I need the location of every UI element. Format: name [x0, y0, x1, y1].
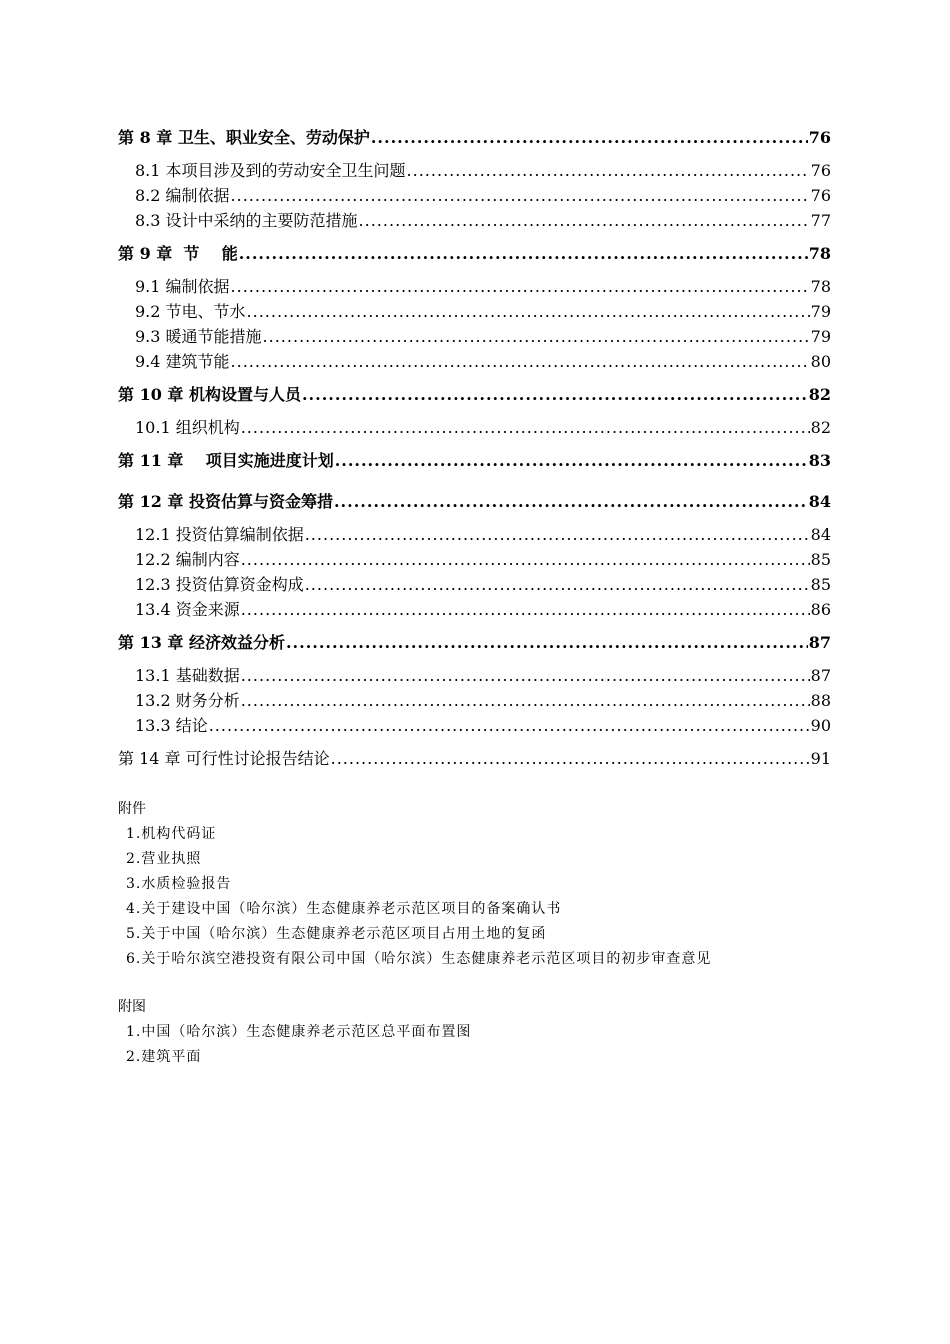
attachment-item: 1.机构代码证	[126, 826, 217, 842]
toc-page: 78	[808, 244, 831, 263]
leader-dots	[241, 688, 810, 713]
toc-page: 87	[810, 666, 831, 685]
toc-label: 第 13 章 经济效益分析	[118, 633, 285, 652]
toc-entry-ch8[interactable]	[118, 123, 831, 152]
attachment-item: 2.营业执照	[126, 851, 202, 867]
toc-entry-ch9[interactable]	[118, 239, 831, 268]
toc-label: 第 9 章 节 能	[118, 244, 238, 263]
leader-dots	[286, 628, 808, 657]
toc-entry-12-3[interactable]	[118, 572, 831, 597]
toc-entry-10-1[interactable]	[118, 415, 831, 440]
toc-label: 第 12 章 投资估算与资金筹措	[118, 492, 333, 511]
toc-entry-9-1[interactable]	[118, 274, 831, 299]
toc-label: 9.4 建筑节能	[135, 352, 230, 371]
toc-entry-8-1[interactable]	[118, 158, 831, 183]
toc-page: 84	[808, 492, 831, 511]
toc-page: 79	[810, 302, 831, 321]
leader-dots	[239, 239, 808, 268]
toc-page: 86	[810, 600, 831, 619]
toc-label: 第 14 章 可行性讨论报告结论	[118, 749, 330, 768]
toc-page: 85	[810, 550, 831, 569]
leader-dots	[407, 158, 810, 183]
toc-page: 91	[810, 749, 831, 768]
toc-label: 13.1 基础数据	[135, 666, 240, 685]
toc-page: 85	[810, 575, 831, 594]
leader-dots	[334, 487, 808, 516]
leader-dots	[241, 597, 810, 622]
toc-entry-13-3[interactable]	[118, 713, 831, 738]
attachment-item: 5.关于中国（哈尔滨）生态健康养老示范区项目占用土地的复函	[126, 926, 547, 942]
toc-page: 77	[810, 211, 831, 230]
toc-label: 9.3 暖通节能措施	[135, 327, 262, 346]
leader-dots	[241, 547, 810, 572]
attachments-title: 附件	[118, 801, 146, 817]
toc-label: 10.1 组织机构	[135, 418, 240, 437]
toc-page: 87	[808, 633, 831, 652]
toc-entry-ch12[interactable]	[118, 487, 831, 516]
toc-page: 82	[808, 385, 831, 404]
toc-entry-ch13[interactable]	[118, 628, 831, 657]
figures-title: 附图	[118, 999, 146, 1015]
toc-page: 76	[808, 128, 831, 147]
figures-list	[118, 995, 471, 1070]
toc-label: 13.4 资金来源	[135, 600, 240, 619]
leader-dots	[359, 208, 810, 233]
toc-page: 79	[810, 327, 831, 346]
attachment-item: 4.关于建设中国（哈尔滨）生态健康养老示范区项目的备案确认书	[126, 901, 562, 917]
toc-entry-13-1[interactable]	[118, 663, 831, 688]
toc-entry-9-3[interactable]	[118, 324, 831, 349]
toc-label: 13.2 财务分析	[135, 691, 240, 710]
leader-dots	[263, 324, 810, 349]
toc-entry-12-2[interactable]	[118, 547, 831, 572]
toc-entry-13-2[interactable]	[118, 688, 831, 713]
toc-label: 8.1 本项目涉及到的劳动安全卫生问题	[135, 161, 406, 180]
toc-label: 12.2 编制内容	[135, 550, 240, 569]
toc-label: 12.1 投资估算编制依据	[135, 525, 304, 544]
leader-dots	[231, 183, 810, 208]
toc-entry-13-4[interactable]	[118, 597, 831, 622]
toc-page: 82	[810, 418, 831, 437]
leader-dots	[371, 123, 808, 152]
leader-dots	[331, 744, 810, 773]
leader-dots	[231, 349, 810, 374]
toc-page: 76	[810, 186, 831, 205]
attachment-item: 6.关于哈尔滨空港投资有限公司中国（哈尔滨）生态健康养老示范区项目的初步审查意见	[126, 951, 712, 967]
toc-label: 13.3 结论	[135, 716, 208, 735]
table-of-contents	[118, 123, 831, 773]
attachments-list	[118, 797, 711, 972]
toc-entry-ch14[interactable]	[118, 744, 831, 773]
toc-label: 12.3 投资估算资金构成	[135, 575, 304, 594]
toc-entry-12-1[interactable]	[118, 522, 831, 547]
toc-entry-ch10[interactable]	[118, 380, 831, 409]
toc-page: 90	[810, 716, 831, 735]
toc-page: 88	[810, 691, 831, 710]
toc-page: 83	[808, 451, 831, 470]
leader-dots	[302, 380, 808, 409]
toc-label: 9.1 编制依据	[135, 277, 230, 296]
toc-label: 9.2 节电、节水	[135, 302, 246, 321]
figure-item: 1.中国（哈尔滨）生态健康养老示范区总平面布置图	[126, 1024, 472, 1040]
toc-page: 78	[810, 277, 831, 296]
toc-entry-9-2[interactable]	[118, 299, 831, 324]
toc-page: 80	[810, 352, 831, 371]
toc-label: 8.3 设计中采纳的主要防范措施	[135, 211, 358, 230]
toc-label: 第 8 章 卫生、职业安全、劳动保护	[118, 128, 370, 147]
leader-dots	[305, 572, 810, 597]
toc-label: 第 11 章 项目实施进度计划	[118, 451, 334, 470]
leader-dots	[241, 663, 810, 688]
figure-item: 2.建筑平面	[126, 1049, 202, 1065]
toc-label: 第 10 章 机构设置与人员	[118, 385, 301, 404]
toc-entry-8-2[interactable]	[118, 183, 831, 208]
toc-label: 8.2 编制依据	[135, 186, 230, 205]
toc-entry-8-3[interactable]	[118, 208, 831, 233]
leader-dots	[247, 299, 810, 324]
leader-dots	[305, 522, 810, 547]
toc-page: 76	[810, 161, 831, 180]
leader-dots	[231, 274, 810, 299]
leader-dots	[241, 415, 810, 440]
leader-dots	[209, 713, 810, 738]
attachment-item: 3.水质检验报告	[126, 876, 232, 892]
toc-page: 84	[810, 525, 831, 544]
toc-entry-ch11[interactable]	[118, 446, 831, 475]
leader-dots	[335, 446, 808, 475]
toc-entry-9-4[interactable]	[118, 349, 831, 374]
